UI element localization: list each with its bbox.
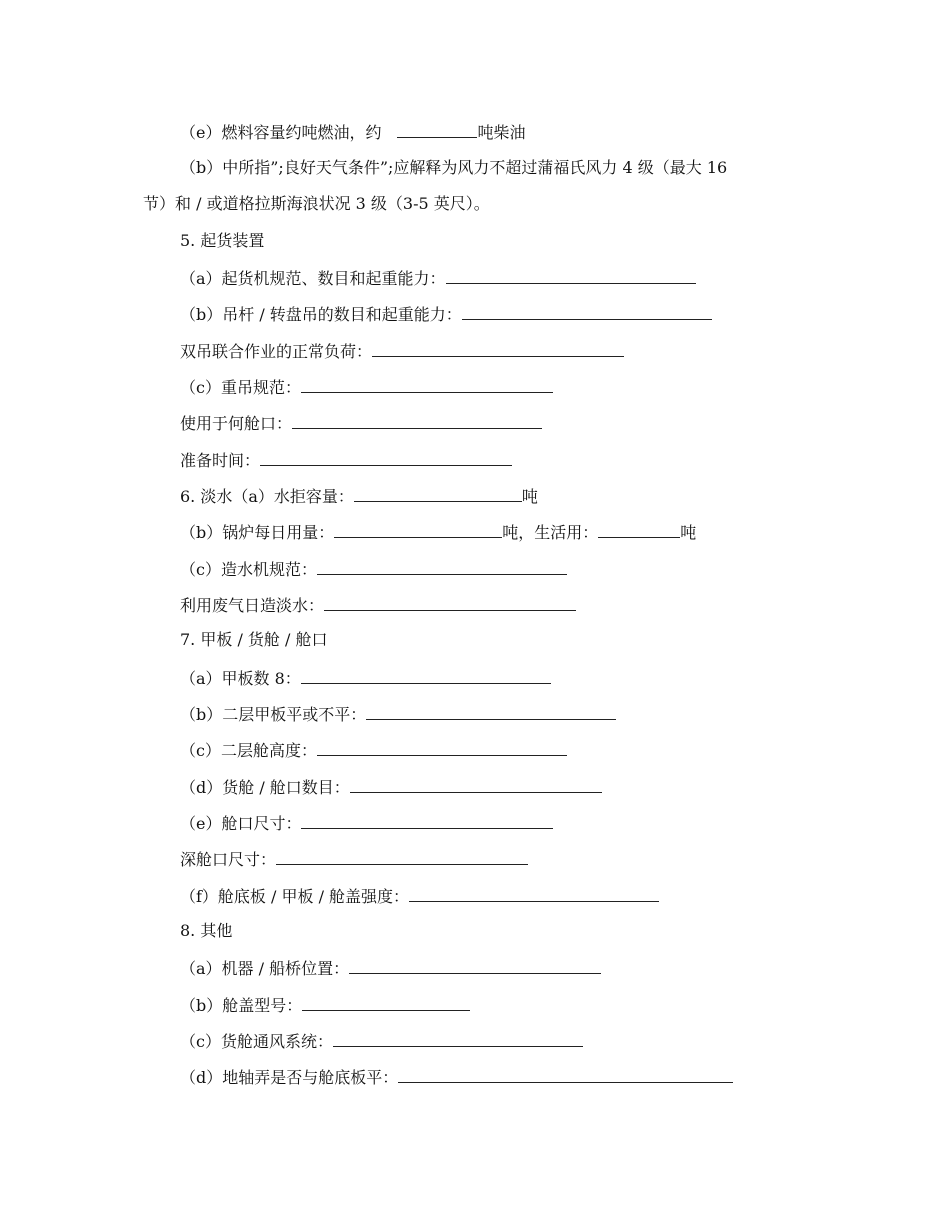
winch-spec-blank[interactable] [446, 267, 696, 284]
form-field-deep-tank-hatch-size [180, 848, 528, 870]
field-label: （b）二层甲板平或不平： [180, 705, 367, 724]
form-field-tween-deck-height [180, 739, 567, 761]
line-text: （e）燃料容量约吨燃油，约 [180, 123, 398, 142]
field-label: （f）舱底板 / 甲板 / 舱盖强度： [180, 887, 410, 906]
tween-deck-flush-blank[interactable] [366, 703, 616, 720]
field-label: （a）甲板数 8： [180, 669, 301, 688]
form-field-hatch-size [180, 812, 553, 834]
preparation-time-blank[interactable] [260, 449, 512, 466]
shaft-tunnel-flush-blank[interactable] [398, 1066, 733, 1083]
field-label: （c）货舱通风系统： [180, 1032, 333, 1051]
form-field-union-purchase-load [180, 340, 624, 362]
form-field-heavy-lift-spec [180, 376, 553, 398]
form-field-winch-spec [180, 267, 696, 289]
form-field-fresh-water-tank [180, 485, 538, 507]
field-label: 准备时间： [180, 451, 261, 470]
field-unit: 吨 [521, 487, 538, 506]
form-field-hold-hatch-count [180, 776, 602, 798]
deep-tank-hatch-size-blank[interactable] [276, 848, 528, 865]
field-label: 深舱口尺寸： [180, 850, 277, 869]
strength-blank[interactable] [409, 885, 659, 902]
field-label-domestic: 吨，生活用： [502, 523, 599, 542]
field-label: 双吊联合作业的正常负荷： [180, 342, 373, 361]
domestic-usage-blank[interactable] [598, 521, 680, 538]
hold-ventilation-blank[interactable] [333, 1030, 583, 1047]
section-title: 5. 起货装置 [180, 231, 265, 250]
field-label: （c）重吊规范： [180, 378, 301, 397]
section-heading-deck-hold-hatch [180, 630, 327, 650]
line-text: （b）中所指”;良好天气条件”;应解释为风力不超过蒲福氏风力 4 级（最大 16 [180, 158, 728, 177]
field-label: 使用于何舱口： [180, 414, 293, 433]
fuel-capacity-line [180, 121, 526, 143]
field-label: 6. 淡水（a）水拒容量： [180, 487, 354, 506]
hatch-size-blank[interactable] [301, 812, 553, 829]
field-unit: 吨 [680, 523, 697, 542]
field-label: （e）舱口尺寸： [180, 814, 302, 833]
line-text: 节）和 / 或道格拉斯海浪状况 3 级（3-5 英尺）。 [143, 194, 490, 213]
form-field-shaft-tunnel-flush [180, 1066, 733, 1088]
boiler-usage-blank[interactable] [334, 521, 502, 538]
form-field-hatch-cover-type [180, 994, 470, 1016]
form-field-floor-deck-cover-strength [180, 885, 659, 907]
engine-bridge-position-blank[interactable] [349, 957, 601, 974]
fuel-oil-blank[interactable] [397, 121, 477, 138]
field-label: （c）造水机规范： [180, 560, 317, 579]
union-purchase-load-blank[interactable] [372, 340, 624, 357]
derrick-crane-blank[interactable] [462, 303, 712, 320]
form-field-preparation-time [180, 449, 512, 471]
field-label: （b）吊杆 / 转盘吊的数目和起重能力： [180, 305, 462, 324]
fresh-water-tank-blank[interactable] [354, 485, 522, 502]
form-field-hold-ventilation [180, 1030, 583, 1052]
section-heading-other [180, 921, 232, 941]
field-label: （d）地轴弄是否与舱底板平： [180, 1068, 399, 1087]
section-title: 7. 甲板 / 货舱 / 舱口 [180, 630, 328, 649]
tween-deck-height-blank[interactable] [317, 739, 567, 756]
line-unit: 吨柴油 [477, 123, 526, 142]
evaporator-spec-blank[interactable] [317, 558, 567, 575]
field-label: （b）锅炉每日用量： [180, 523, 335, 542]
hold-hatch-count-blank[interactable] [350, 776, 602, 793]
section-heading-cargo-gear [180, 231, 264, 251]
form-field-evaporator-spec [180, 558, 567, 580]
exhaust-fresh-water-blank[interactable] [324, 594, 576, 611]
weather-condition-line-cont [143, 194, 490, 214]
heavy-lift-spec-blank[interactable] [301, 376, 553, 393]
field-label: （d）货舱 / 舱口数目： [180, 778, 350, 797]
hatch-cover-type-blank[interactable] [302, 994, 470, 1011]
form-field-deck-count [180, 667, 551, 689]
field-label: （a）起货机规范、数目和起重能力： [180, 269, 446, 288]
field-label: （c）二层舱高度： [180, 741, 317, 760]
field-label: 利用废气日造淡水： [180, 596, 325, 615]
deck-count-blank[interactable] [301, 667, 551, 684]
weather-condition-line [180, 158, 727, 178]
field-label: （a）机器 / 船桥位置： [180, 959, 350, 978]
form-field-tween-deck-flush [180, 703, 616, 725]
section-title: 8. 其他 [180, 921, 233, 940]
form-field-derrick-crane [180, 303, 712, 325]
form-field-boiler-usage [180, 521, 696, 543]
form-field-engine-bridge-position [180, 957, 601, 979]
form-field-exhaust-fresh-water [180, 594, 576, 616]
heavy-lift-hatch-blank[interactable] [292, 412, 542, 429]
field-label: （b）舱盖型号： [180, 996, 303, 1015]
form-field-heavy-lift-hatch [180, 412, 542, 434]
